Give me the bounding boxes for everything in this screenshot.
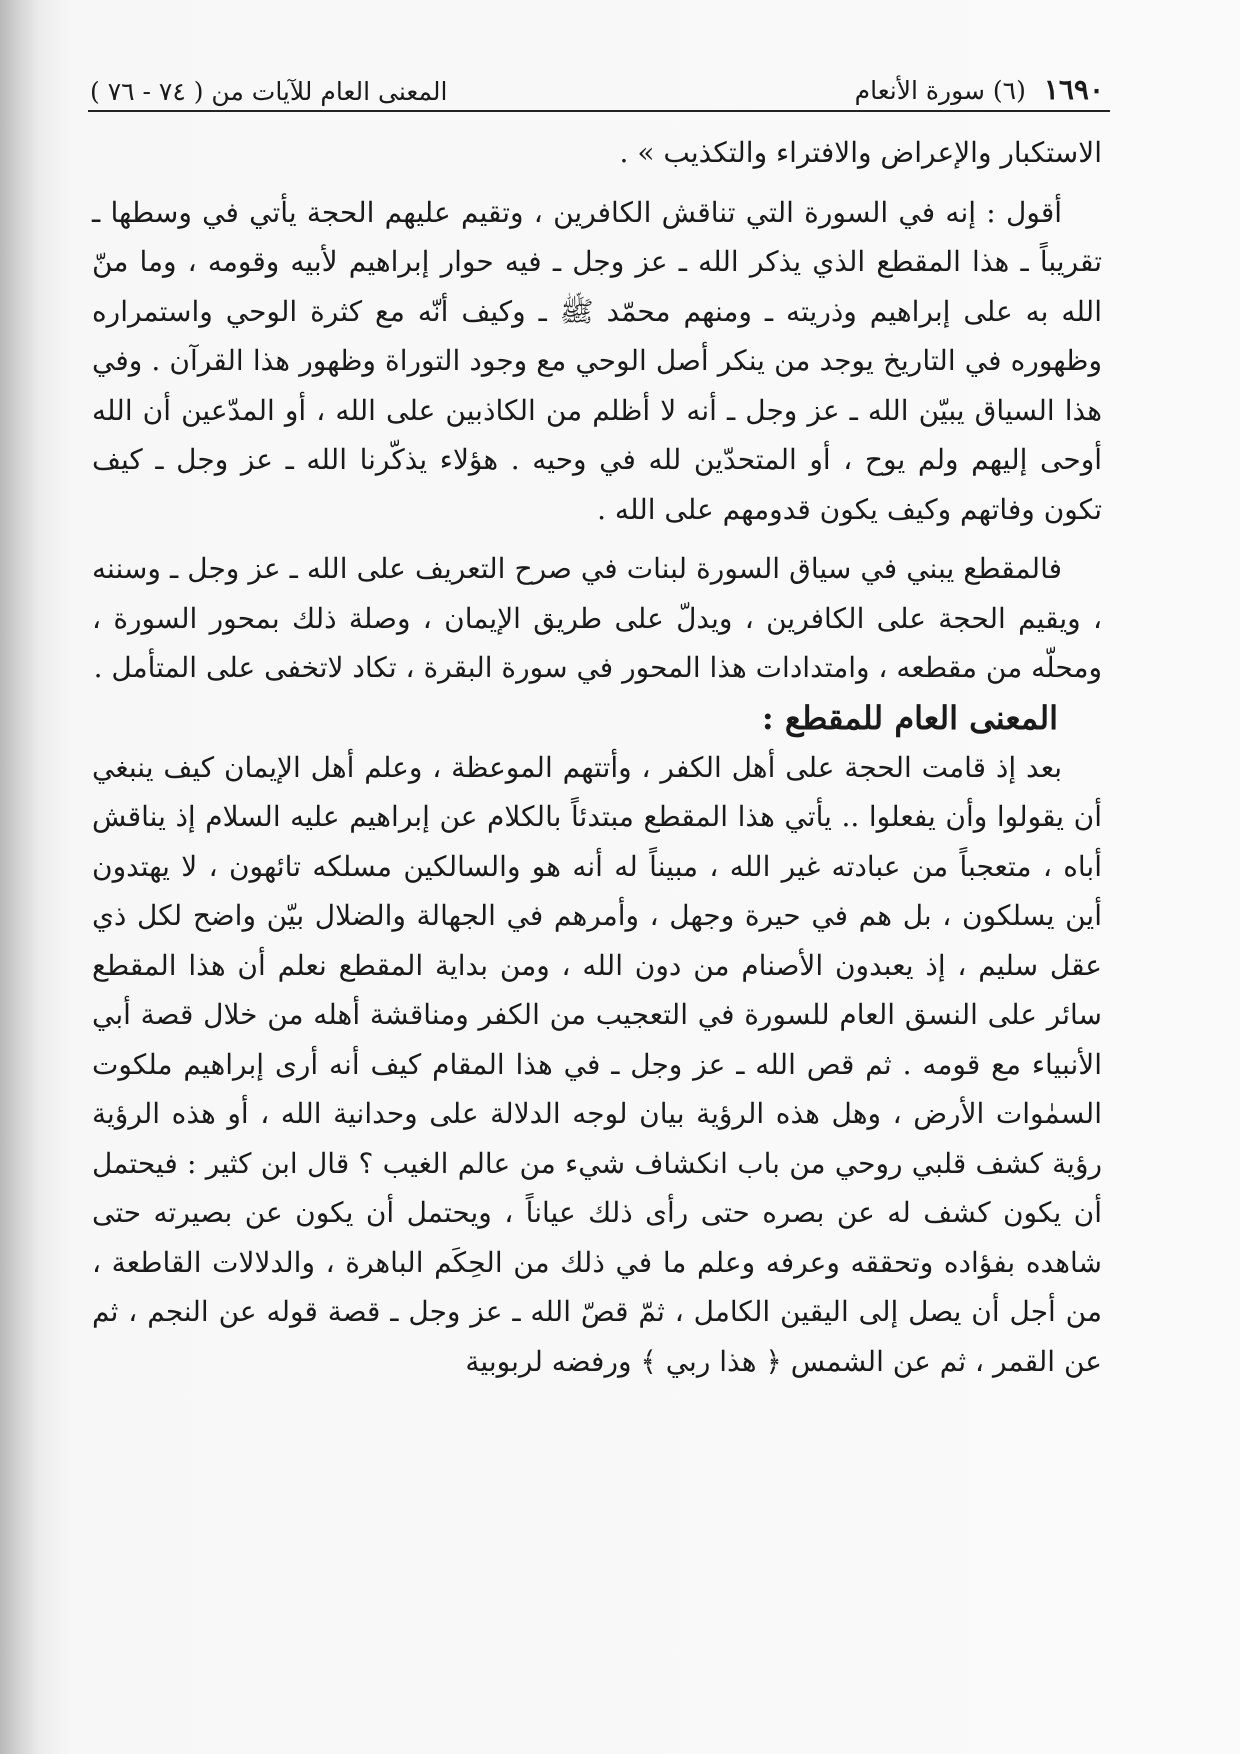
page-header bbox=[90, 52, 1104, 112]
spacer bbox=[92, 534, 1102, 544]
surah-title: (٦) سورة الأنعام bbox=[854, 76, 1026, 105]
intro-line: الاستكبار والإعراض والافتراء والتكذيب » . bbox=[619, 136, 1102, 169]
spacer bbox=[92, 178, 1102, 188]
paragraph-3: بعد إذ قامت الحجة على أهل الكفر ، وأتتهم الموعظة ، وعلم أهل الإيمان كيف ينبغي أن يقولوا وأن يفعلوا .. يأتي هذا المقطع مبتدئاً بالكلام عن إبراهيم عليه السلام إذ يناقش أباه ، متعجباً من عبادته غير الله ، مبيناً له أنه هو والسالكين مسلكه تائهون ، لا يهتدون أين يسلكون ، بل هم في حيرة وجهل ، وأمرهم في الجهالة والضلال بيّن واضح لكل ذي عقل سليم ، إذ يعبدون الأصنام من دون الله ، ومن بداية المقطع نعلم أن هذا المقطع سائر على النسق العام للسورة في التعجيب من الكفر ومناقشة أهله من خلال قصة أبي الأنبياء مع قومه . ثم قص الله ـ عز وجل ـ في هذا المقام كيف أنه أرى إبراهيم ملكوت السمٰوات الأرض ، وهل هذه الرؤية بيان لوجه الدلالة على وحدانية الله ، أو هذه الرؤية رؤية كشف قلبي روحي من باب انكشاف شيء من عالم الغيب ؟ قال ابن كثير : فيحتمل أن يكون كشف له عن بصره حتى رأى ذلك عياناً ، ويحتمل أن يكون عن بصيرته حتى شاهده بفؤاده وتحققه وعرفه وعلم ما في ذلك من الحِكَم الباهرة ، والدلالات القاطعة ، من أجل أن يصل إلى اليقين الكامل ، ثمّ قصّ الله ـ عز وجل ـ قصة قوله عن النجم ، ثم عن القمر ، ثم عن الشمس ﴿ هذا ربي ﴾ ورفضه لربوبية bbox=[92, 750, 1102, 1378]
page-body bbox=[92, 128, 1102, 1386]
paragraph-2: فالمقطع يبني في سياق السورة لبنات في صرح التعريف على الله ـ عز وجل ـ وسننه ، ويقيم الحجة على الكافرين ، ويدلّ على طريق الإيمان ، وصلة ذلك بمحور السورة ، ومحلّه من مقطعه ، وامتدادات هذا المحور في سورة البقرة ، تكاد لاتخفى على المتأمل . bbox=[92, 552, 1102, 684]
header-subtitle: المعنى العام للآيات من ( ٧٤ - ٧٦ ) bbox=[90, 77, 448, 106]
header-divider bbox=[88, 110, 1110, 112]
section-heading: المعنى العام للمقطع : bbox=[761, 698, 1058, 737]
paragraph-1: أقول : إنه في السورة التي تناقش الكافرين ، وتقيم عليهم الحجة يأتي في وسطها ـ تقريباً ـ هذا المقطع الذي يذكر الله ـ عز وجل ـ فيه حوار إبراهيم لأبيه وقومه ، وما منّ الله به على إبراهيم وذريته ـ ومنهم محمّد ﷺ ـ وكيف أنّه مع كثرة الوحي واستمراره وظهوره في التاريخ يوجد من ينكر أصل الوحي مع وجود التوراة وظهور هذا القرآن . وفي هذا السياق يبيّن الله ـ عز وجل ـ أنه لا أظلم من الكاذبين على الله ، أو المدّعين أن الله أوحى إليهم ولم يوح ، أو المتحدّين لله في وحيه . هؤلاء يذكّرنا الله ـ عز وجل ـ كيف تكون وفاتهم وكيف يكون قدومهم على الله . bbox=[92, 195, 1103, 526]
header-right-group bbox=[855, 73, 1104, 106]
page-number: ١٦٩٠ bbox=[1043, 73, 1104, 106]
